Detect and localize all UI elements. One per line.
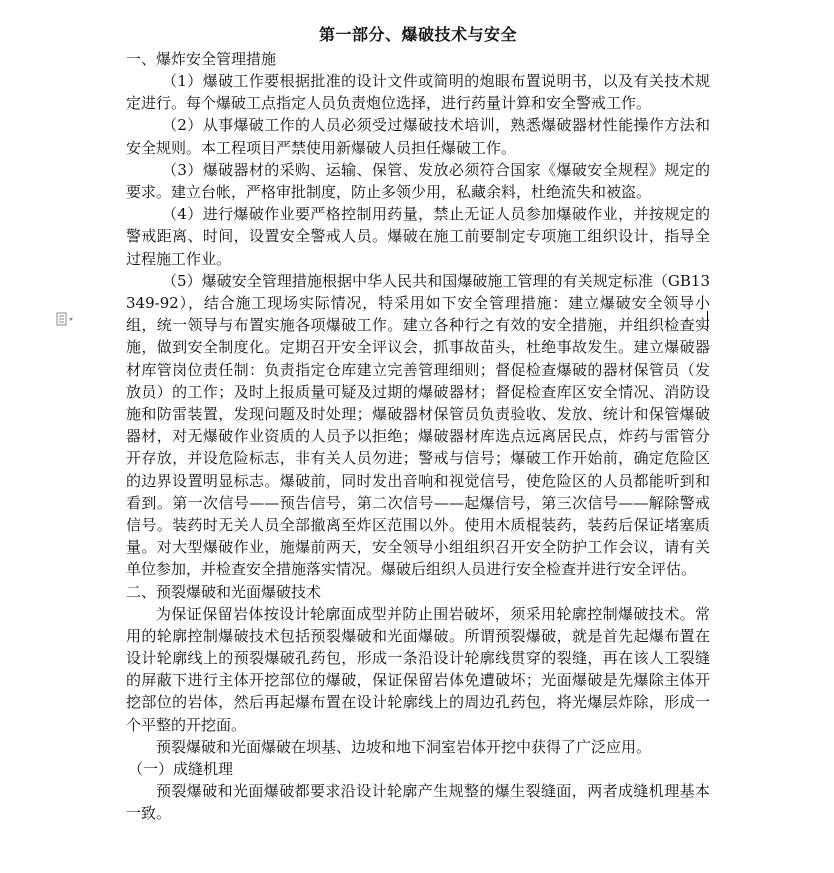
paragraph-2: （2）从事爆破工作的人员必须受过爆破技术培训，熟悉爆破器材性能操作方法和安全规则。本工程项目严禁使用新爆破人员担任爆破工作。: [126, 116, 710, 157]
section-heading-1: 一、爆炸安全管理措施: [126, 50, 277, 68]
paragraph-1: （1）爆破工作要根据批准的设计文件或简明的炮眼布置说明书，以及有关技术规定进行。每个爆破工点指定人员负责炮位选择，进行药量计算和安全警戒工作。: [126, 72, 710, 113]
document-note-icon[interactable]: [56, 312, 76, 326]
subsection-heading: （一）成缝机理: [128, 760, 234, 779]
document-body[interactable]: [126, 22, 710, 825]
paragraph-8: 预裂爆破和光面爆破都要求沿设计轮廓产生规整的爆生裂缝面，两者成缝机理基本一致。: [126, 782, 710, 823]
paragraph-7: 预裂爆破和光面爆破在坝基、边坡和地下洞室岩体开挖中获得了广泛应用。: [156, 737, 652, 756]
section-heading-2: 二、预裂爆破和光面爆破技术: [126, 582, 322, 601]
document-title: 第一部分、爆破技术与安全: [318, 25, 517, 44]
paragraph-3: （3）爆破器材的采购、运输、保管、发放必须符合国家《爆破安全规程》规定的要求。建立台帐，严格审批制度，防止多领少用，私藏余料，杜绝流失和被盗。: [126, 160, 710, 202]
paragraph-4: （4）进行爆破作业要严格控制用药量，禁止无证人员参加爆破作业，并按规定的警戒距离、时间，设置安全警戒人员。爆破在施工前要制定专项施工组织设计，指导全过程施工作业。: [126, 205, 710, 268]
paragraph-6: 为保证保留岩体按设计轮廓面成型并防止围岩破坏，须采用轮廓控制爆破技术。常用的轮廓控制爆破技术包括预裂爆破和光面爆破。所谓预裂爆破，就是首先起爆布置在设计轮廓线上的预裂爆破孔药包，形成一条沿设计轮廓线贯穿的裂缝，再在该人工裂缝的屏蔽下进行主体开挖部位的爆破，保证保留岩体免遭破坏；光面爆破是先爆除主体开挖部位的岩体，然后再起爆布置在设计轮廓线上的周边孔药包，将光爆层炸除，形成一个平整的开挖面。: [126, 604, 710, 734]
paragraph-5: （5）爆破安全管理措施根据中华人民共和国爆破施工管理的有关规定标准（GB13349-92），结合施工现场实际情况，特采用如下安全管理措施：建立爆破安全领导小组，统一领导与布置实施各项爆破工作。建立各种行之有效的安全措施，并组织检查实施，做到安全制度化。定期召开安全评议会，抓事故苗头，杜绝事故发生。建立爆破器材库管岗位责任制：负责指定仓库建立完善管理细则；督促检查爆破的器材保管员（发放员）的工作；及时上报质量可疑及过期的爆破器材；督促检查库区安全情况、消防设施和防雷装置，发现问题及时处理；爆破器材保管员负责验收、发放、统计和保管爆破器材，对无爆破作业资质的人员予以拒绝；爆破器材库选点远离居民点，炸药与雷管分开存放，并设危险标志，非有关人员勿进；警戒与信号；爆破工作开始前，确定危险区的边界设置明显标志。爆破前，同时发出音响和视觉信号，使危险区的人员都能听到和看到。第一次信号——预告信号，第二次信号——起爆信号，第三次信号——解除警戒信号。装药时无关人员全部撤离至炸区范围以外。使用木质棍装药，装药后保证堵塞质量。对大型爆破作业，施爆前两天，安全领导小组组织召开安全防护工作会议，请有关单位参加，并检查安全措施落实情况。爆破后组织人员进行安全检查并进行安全评估。: [126, 271, 710, 579]
